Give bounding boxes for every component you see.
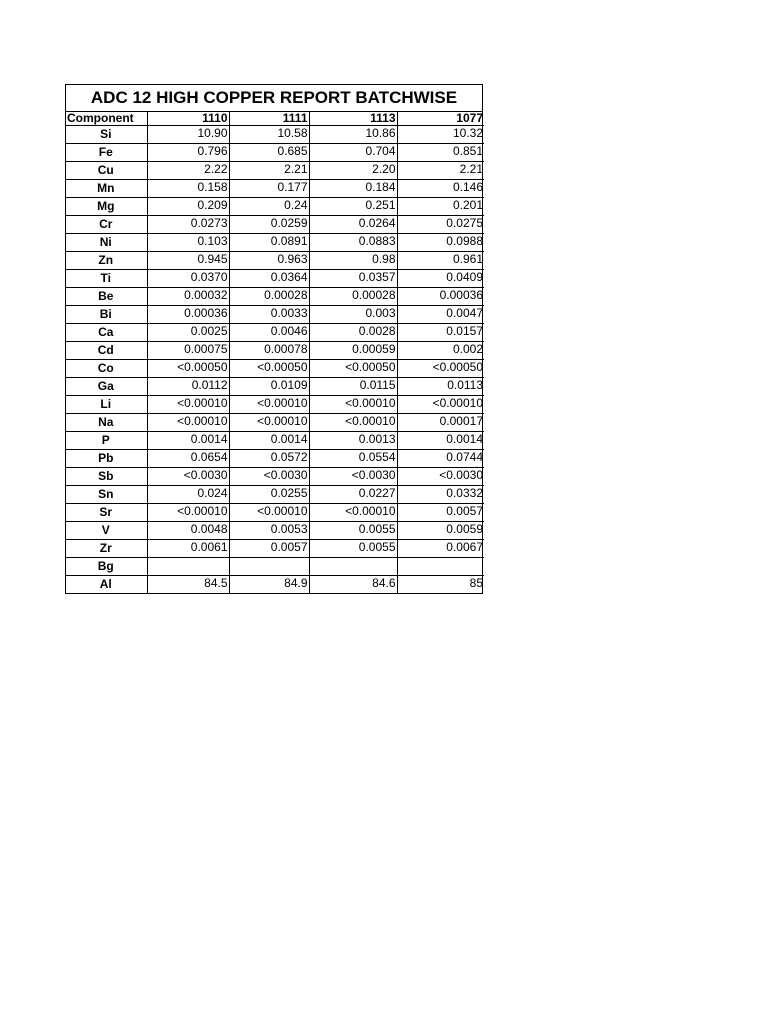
value-cell: 0.0061	[147, 540, 229, 558]
value-cell: 0.0028	[309, 324, 397, 342]
table-row	[66, 414, 484, 432]
table-row	[66, 270, 484, 288]
value-cell: 0.00075	[147, 342, 229, 360]
component-label: Cr	[66, 216, 147, 234]
table-row	[66, 360, 484, 378]
value-cell: 0.0988	[397, 234, 484, 252]
value-cell: 10.90	[147, 126, 229, 144]
value-cell: 0.0048	[147, 522, 229, 540]
component-label: Cd	[66, 342, 147, 360]
table-row	[66, 432, 484, 450]
value-cell: 0.24	[229, 198, 309, 216]
value-cell: 0.0055	[309, 522, 397, 540]
value-cell: <0.00010	[309, 414, 397, 432]
table-body	[66, 126, 484, 594]
value-cell: <0.00010	[309, 396, 397, 414]
table-row	[66, 216, 484, 234]
value-cell: 0.0014	[229, 432, 309, 450]
value-cell: 0.103	[147, 234, 229, 252]
value-cell: 0.177	[229, 180, 309, 198]
value-cell: <0.0030	[309, 468, 397, 486]
report-title: ADC 12 HIGH COPPER REPORT BATCHWISE	[66, 85, 482, 112]
value-cell: <0.00010	[147, 396, 229, 414]
value-cell: 0.0014	[397, 432, 484, 450]
value-cell: <0.0030	[397, 468, 484, 486]
value-cell: 0.0014	[147, 432, 229, 450]
value-cell: 10.86	[309, 126, 397, 144]
value-cell: 0.0033	[229, 306, 309, 324]
value-cell: 0.0157	[397, 324, 484, 342]
value-cell: 0.0364	[229, 270, 309, 288]
component-label: Ti	[66, 270, 147, 288]
value-cell: <0.00010	[309, 504, 397, 522]
value-cell: 0.024	[147, 486, 229, 504]
component-label: Al	[66, 576, 147, 594]
component-label: Si	[66, 126, 147, 144]
value-cell: 0.98	[309, 252, 397, 270]
value-cell: <0.00050	[309, 360, 397, 378]
component-label: Mn	[66, 180, 147, 198]
table-row	[66, 504, 484, 522]
component-label: Ga	[66, 378, 147, 396]
value-cell: <0.00010	[229, 396, 309, 414]
table-row	[66, 144, 484, 162]
value-cell: 0.963	[229, 252, 309, 270]
value-cell: 0.0409	[397, 270, 484, 288]
value-cell: 0.0891	[229, 234, 309, 252]
value-cell: 0.0332	[397, 486, 484, 504]
component-label: Ca	[66, 324, 147, 342]
value-cell: 0.0883	[309, 234, 397, 252]
value-cell: <0.0030	[229, 468, 309, 486]
value-cell: 0.0255	[229, 486, 309, 504]
value-cell: 0.0370	[147, 270, 229, 288]
component-label: Bg	[66, 558, 147, 576]
component-column-header: Component	[66, 112, 147, 126]
value-cell: 0.146	[397, 180, 484, 198]
component-label: Li	[66, 396, 147, 414]
value-cell: 0.704	[309, 144, 397, 162]
value-cell: 0.00036	[147, 306, 229, 324]
value-cell: 84.5	[147, 576, 229, 594]
value-cell: 0.0112	[147, 378, 229, 396]
value-cell: 10.32	[397, 126, 484, 144]
value-cell: <0.00010	[147, 414, 229, 432]
value-cell	[147, 558, 229, 576]
value-cell: 84.6	[309, 576, 397, 594]
value-cell	[229, 558, 309, 576]
value-cell: 0.0055	[309, 540, 397, 558]
component-label: Fe	[66, 144, 147, 162]
value-cell: 2.21	[397, 162, 484, 180]
component-label: Be	[66, 288, 147, 306]
component-label: Co	[66, 360, 147, 378]
value-cell: <0.00050	[229, 360, 309, 378]
component-label: Bi	[66, 306, 147, 324]
table-row	[66, 324, 484, 342]
table-row	[66, 450, 484, 468]
value-cell: 0.0259	[229, 216, 309, 234]
table-row	[66, 396, 484, 414]
value-cell: 0.0744	[397, 450, 484, 468]
value-cell: <0.00010	[229, 414, 309, 432]
table-row	[66, 576, 484, 594]
value-cell: <0.00050	[147, 360, 229, 378]
table-row	[66, 198, 484, 216]
value-cell: 0.0554	[309, 450, 397, 468]
value-cell: 2.21	[229, 162, 309, 180]
component-label: Sn	[66, 486, 147, 504]
value-cell: 0.0264	[309, 216, 397, 234]
value-cell: 0.0013	[309, 432, 397, 450]
value-cell: 0.0109	[229, 378, 309, 396]
value-cell: 0.00032	[147, 288, 229, 306]
table-row	[66, 342, 484, 360]
value-cell: 0.0053	[229, 522, 309, 540]
value-cell: 2.20	[309, 162, 397, 180]
value-cell: <0.00050	[397, 360, 484, 378]
component-label: Na	[66, 414, 147, 432]
value-cell: 0.0057	[397, 504, 484, 522]
table-row	[66, 288, 484, 306]
table-row	[66, 180, 484, 198]
value-cell: 0.201	[397, 198, 484, 216]
value-cell: 0.0227	[309, 486, 397, 504]
component-label: Ni	[66, 234, 147, 252]
report-sheet	[65, 84, 483, 594]
value-cell: 0.851	[397, 144, 484, 162]
component-label: Cu	[66, 162, 147, 180]
value-cell: 0.961	[397, 252, 484, 270]
header-row	[66, 112, 484, 126]
batch-column-header: 1077	[397, 112, 484, 126]
table-row	[66, 522, 484, 540]
value-cell: 0.00078	[229, 342, 309, 360]
batch-column-header: 1113	[309, 112, 397, 126]
component-label: V	[66, 522, 147, 540]
value-cell: 0.796	[147, 144, 229, 162]
value-cell: 0.184	[309, 180, 397, 198]
table-row	[66, 126, 484, 144]
value-cell: 0.00017	[397, 414, 484, 432]
table-row	[66, 306, 484, 324]
table-row	[66, 540, 484, 558]
component-label: P	[66, 432, 147, 450]
value-cell: 0.0654	[147, 450, 229, 468]
component-label: Pb	[66, 450, 147, 468]
value-cell: 0.0067	[397, 540, 484, 558]
value-cell: 0.0273	[147, 216, 229, 234]
value-cell	[309, 558, 397, 576]
value-cell: <0.0030	[147, 468, 229, 486]
composition-table	[66, 112, 484, 593]
value-cell: 0.003	[309, 306, 397, 324]
component-label: Mg	[66, 198, 147, 216]
component-label: Zn	[66, 252, 147, 270]
value-cell: <0.00010	[397, 396, 484, 414]
value-cell: 0.0113	[397, 378, 484, 396]
value-cell: 0.0357	[309, 270, 397, 288]
component-label: Zr	[66, 540, 147, 558]
batch-column-header: 1110	[147, 112, 229, 126]
value-cell: 0.0025	[147, 324, 229, 342]
value-cell: 0.0275	[397, 216, 484, 234]
table-row	[66, 558, 484, 576]
value-cell: 0.0057	[229, 540, 309, 558]
value-cell: 0.0059	[397, 522, 484, 540]
component-label: Sb	[66, 468, 147, 486]
value-cell: 0.00028	[229, 288, 309, 306]
value-cell: 10.58	[229, 126, 309, 144]
value-cell: 0.0047	[397, 306, 484, 324]
value-cell	[397, 558, 484, 576]
component-label: Sr	[66, 504, 147, 522]
table-row	[66, 252, 484, 270]
table-row	[66, 486, 484, 504]
value-cell: 0.158	[147, 180, 229, 198]
value-cell: 84.9	[229, 576, 309, 594]
value-cell: 0.00059	[309, 342, 397, 360]
value-cell: 2.22	[147, 162, 229, 180]
value-cell: 85	[469, 576, 483, 590]
table-row	[66, 378, 484, 396]
value-cell: 0.0115	[309, 378, 397, 396]
value-cell: 0.251	[309, 198, 397, 216]
table-row	[66, 234, 484, 252]
value-cell: 0.945	[147, 252, 229, 270]
value-cell: 0.00028	[309, 288, 397, 306]
value-cell: <0.00010	[229, 504, 309, 522]
value-cell: 0.0572	[229, 450, 309, 468]
value-cell: 0.209	[147, 198, 229, 216]
value-cell: 0.0046	[229, 324, 309, 342]
value-cell: <0.00010	[147, 504, 229, 522]
value-cell: 0.685	[229, 144, 309, 162]
value-cell: 0.00036	[397, 288, 484, 306]
batch-column-header: 1111	[229, 112, 309, 126]
table-row	[66, 162, 484, 180]
value-cell: 0.002	[397, 342, 484, 360]
table-row	[66, 468, 484, 486]
